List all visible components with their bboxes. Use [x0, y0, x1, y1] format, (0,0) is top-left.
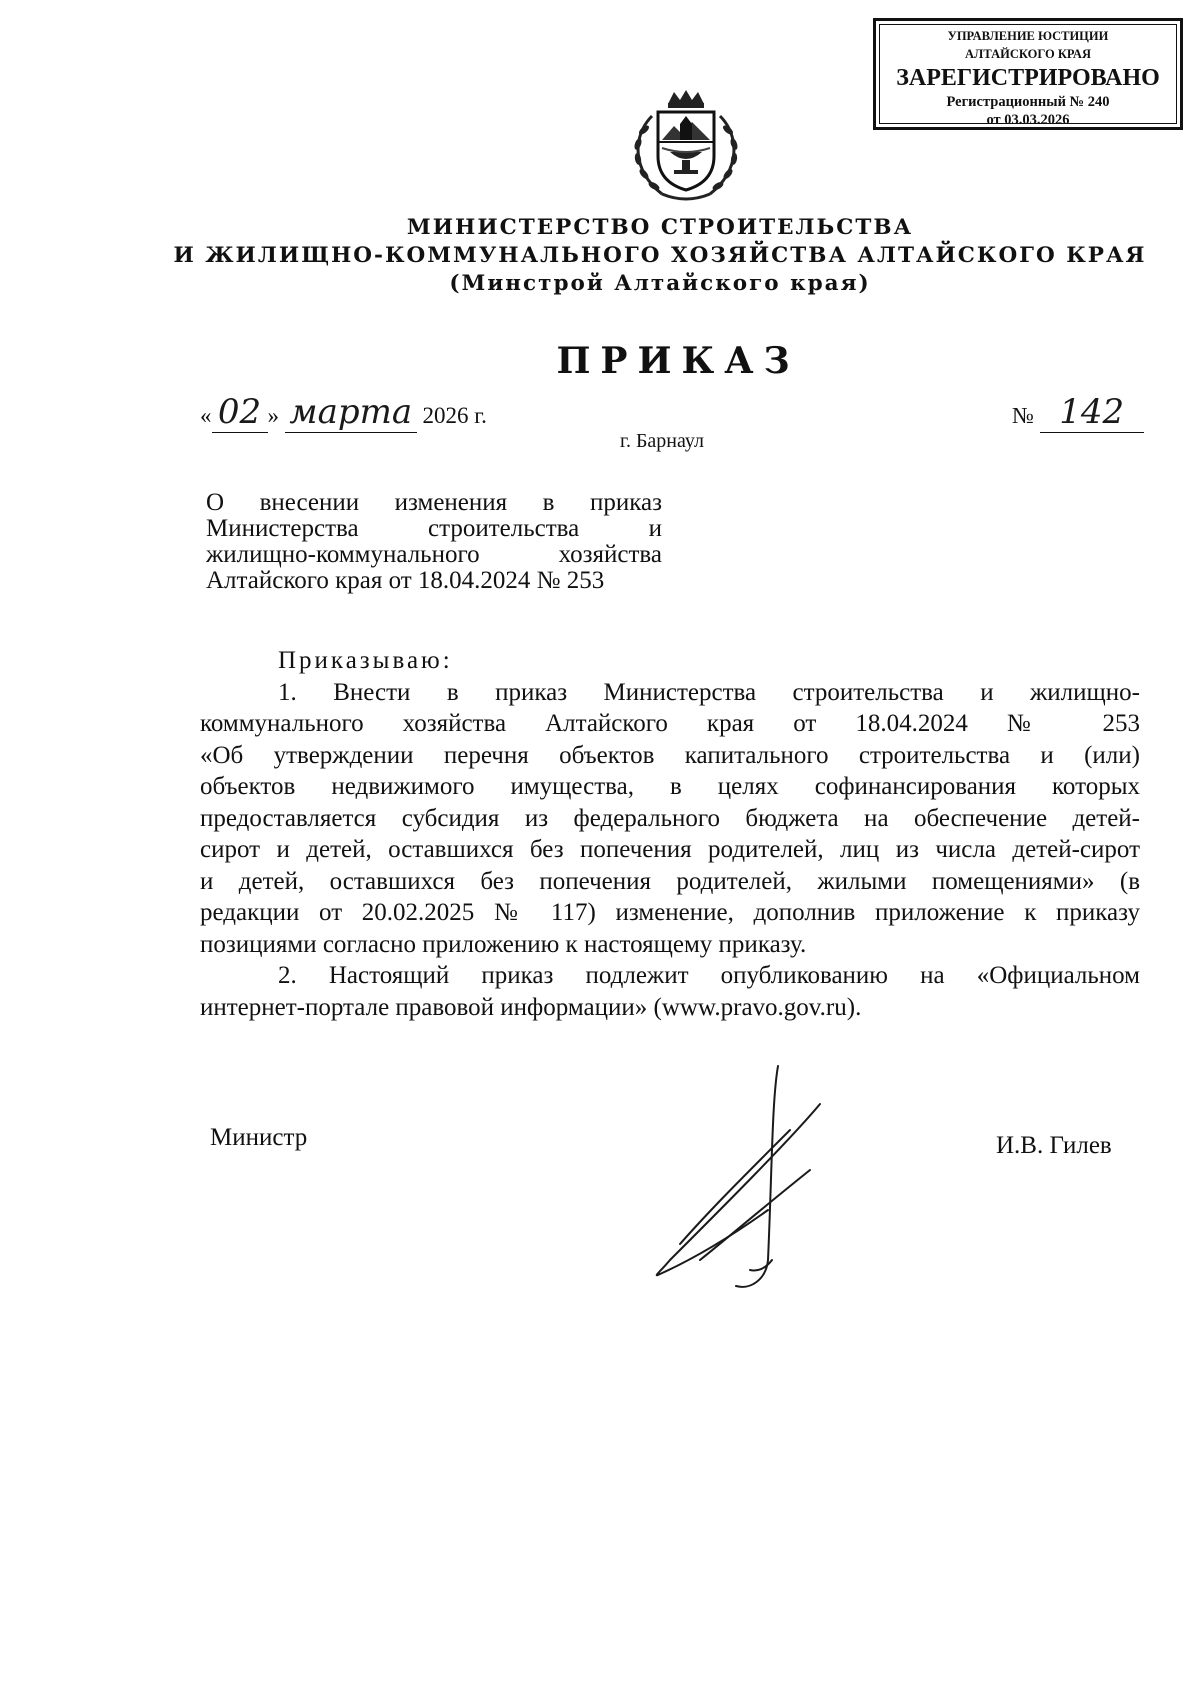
date-day-field	[212, 392, 268, 433]
stamp-status: ЗАРЕГИСТРИРОВАНО	[896, 65, 1160, 91]
date-day: 02	[217, 392, 262, 432]
body-line: и детей, оставшихся без попечения родителей, жилыми помещениями» (в	[200, 867, 1140, 895]
signer-position: Министр	[210, 1124, 308, 1151]
subject-line: Алтайского края от 18.04.2024 № 253	[206, 567, 605, 594]
ministry-line2: И ЖИЛИЩНО-КОММУНАЛЬНОГО ХОЗЯЙСТВА АЛТАЙСКОГО КРАЯ	[173, 243, 1147, 268]
body-line: 2. Настоящий приказ подлежит опубликованию на «Официальном	[278, 962, 1140, 989]
body-line: предоставляется субсидия из федерального бюджета на обеспечение детей-	[200, 804, 1140, 832]
order-number	[1012, 392, 1144, 433]
ministry-header	[160, 214, 1160, 298]
handwritten-signature-icon	[640, 1060, 850, 1300]
document-type-title: ПРИКАЗ	[556, 340, 800, 382]
ministry-short-name: (Минстрой Алтайского края)	[449, 271, 871, 296]
body-line: редакции от 20.02.2025 № 117) изменение, дополнив приложение к приказу	[200, 899, 1140, 926]
number-field	[1040, 392, 1144, 433]
ministry-line1: МИНИСТЕРСТВО СТРОИТЕЛЬСТВА	[406, 215, 914, 240]
body-line: коммунального хозяйства Алтайского края от 18.04.2024 № 253	[200, 710, 1140, 737]
body-line: «Об утверждении перечня объектов капитального строительства и (или)	[200, 741, 1140, 769]
stamp-inner-border	[879, 24, 1177, 128]
altai-krai-coat-of-arms-icon	[622, 86, 750, 208]
order-body	[200, 645, 1140, 1023]
number-value: 142	[1059, 392, 1125, 432]
body-line: интернет-портале правовой информации» (www.pravo.gov.ru).	[200, 993, 862, 1021]
subject-line: О внесении изменения в приказ	[206, 489, 662, 516]
subject-line: жилищно-коммунального хозяйства	[206, 541, 662, 568]
order-subject	[206, 490, 662, 594]
body-line: сирот и детей, оставшихся без попечения родителей, лиц из числа детей-сирот	[200, 836, 1140, 863]
order-date	[200, 392, 487, 433]
number-prefix: №	[1012, 403, 1034, 428]
body-line: объектов недвижимого имущества, в целях софинансирования которых	[200, 773, 1140, 800]
body-line: 1. Внести в приказ Министерства строительства и жилищно-	[278, 678, 1140, 706]
body-line: позициями согласно приложению к настоящему приказу.	[200, 930, 807, 958]
registration-stamp	[873, 18, 1183, 130]
body-intro: Приказываю:	[278, 647, 453, 674]
date-month-field	[285, 392, 417, 433]
stamp-reg-number: Регистрационный № 240	[946, 94, 1110, 110]
signer-name: И.В. Гилев	[996, 1132, 1112, 1159]
stamp-org-line2: АЛТАЙСКОГО КРАЯ	[965, 47, 1091, 61]
stamp-reg-date: от 03.03.2026	[986, 112, 1070, 128]
date-year: 2026 г.	[422, 403, 487, 428]
date-quote-open: «	[200, 403, 212, 428]
date-quote-close: »	[267, 403, 279, 428]
subject-line: Министерства строительства и	[206, 515, 662, 542]
date-month: марта	[289, 392, 413, 432]
city: г. Барнаул	[620, 430, 704, 452]
stamp-org-line1: УПРАВЛЕНИЕ ЮСТИЦИИ	[947, 29, 1109, 43]
